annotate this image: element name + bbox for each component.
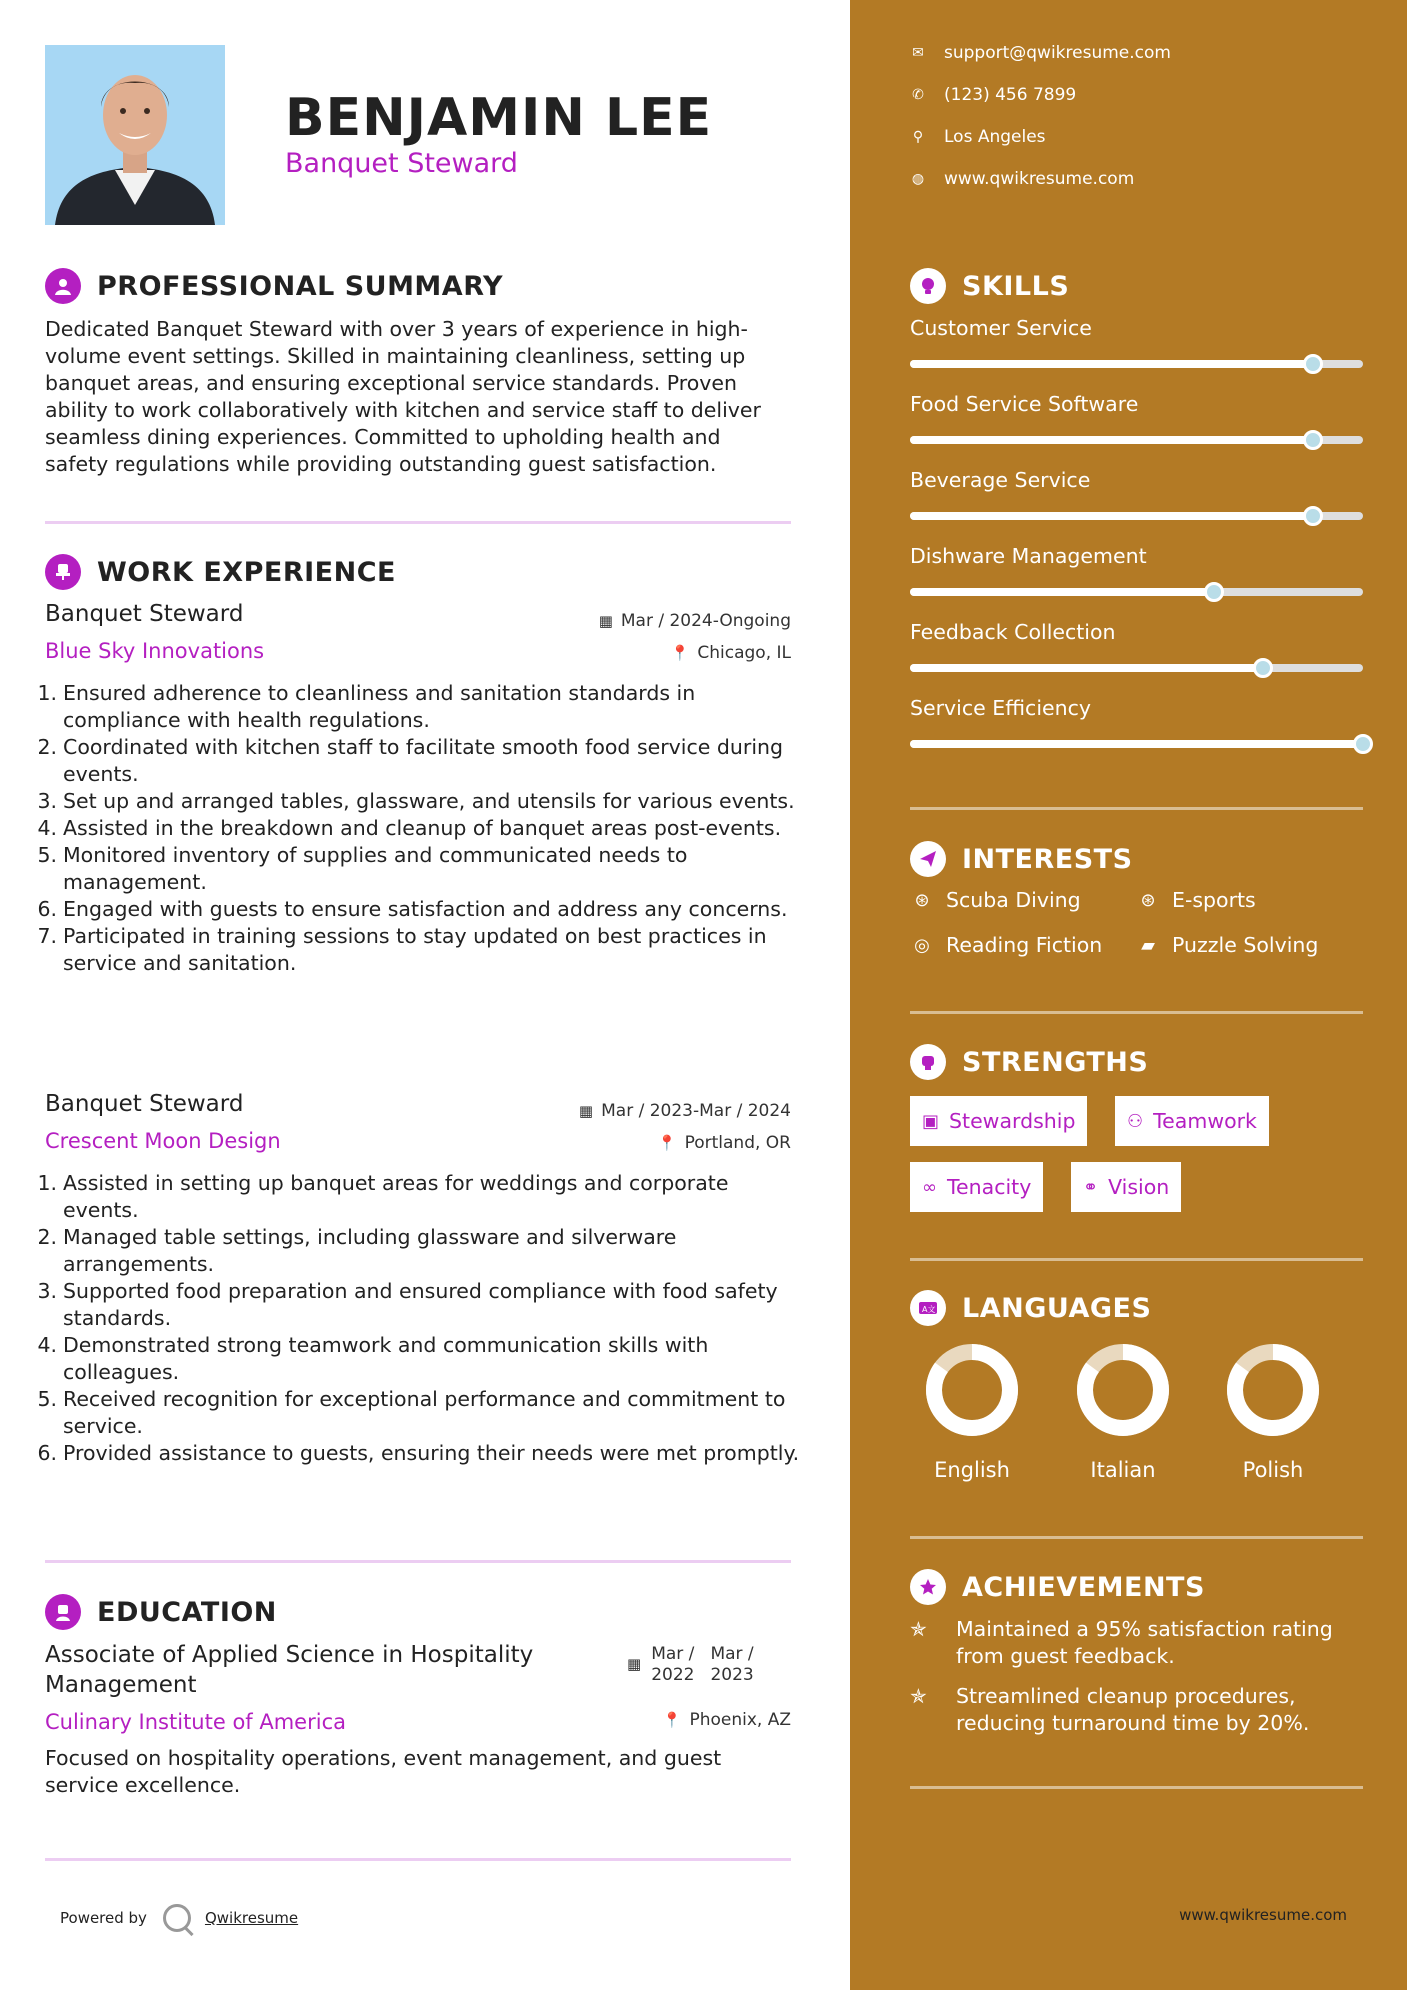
language-name: Polish xyxy=(1242,1458,1304,1482)
toolbox-icon: ▣ xyxy=(922,1110,940,1132)
section-divider xyxy=(910,1536,1363,1539)
summary-text: Dedicated Banquet Steward with over 3 years of experience in high-volume event settings. Skilled in maintaining cleanliness, setting up banquet areas, and ensuring exceptional service standards. Proven ability to work collaboratively with kitchen and service staff to deliver seamless dining experiences. Committed to upholding health and safety regulations while providing outstanding guest satisfaction. xyxy=(45,317,761,476)
skill-bar-fill xyxy=(910,360,1313,368)
section-divider xyxy=(910,1786,1363,1789)
experience-heading xyxy=(45,554,396,590)
strength-chip: ⚇ Teamwork xyxy=(1115,1096,1269,1146)
candidate-role: Banquet Steward xyxy=(285,148,518,179)
contact-location: ⚲ Los Angeles xyxy=(910,127,1046,147)
section-divider xyxy=(45,1858,791,1861)
language-level-donut xyxy=(924,1342,1020,1438)
skill-bar-fill xyxy=(910,512,1313,520)
interests-heading xyxy=(910,841,1133,877)
skill-level-knob xyxy=(1253,658,1273,678)
language-level-donut xyxy=(1075,1342,1171,1438)
lifebuoy-icon: ⊛ xyxy=(914,889,930,911)
pin-icon: 📍 xyxy=(657,1134,677,1152)
list-item: 4. Assisted in the breakdown and cleanup of banquet areas post-events. xyxy=(37,816,782,840)
paper-plane-icon xyxy=(910,841,946,877)
strength-chip: ∞ Tenacity xyxy=(910,1162,1043,1212)
job-duties xyxy=(30,680,800,977)
achievement-item: ✯ Maintained a 95% satisfaction rating from guest feedback. xyxy=(910,1617,1333,1668)
skill-level-knob xyxy=(1204,582,1224,602)
map-pin-icon: ⚲ xyxy=(912,129,924,145)
profile-photo xyxy=(45,45,225,225)
qwikresume-logo-icon xyxy=(163,1904,191,1932)
link-icon: ∞ xyxy=(922,1176,937,1198)
education-heading xyxy=(45,1594,277,1630)
gamepad-icon: ◎ xyxy=(914,934,930,956)
list-item: 2. Managed table settings, including glassware and silverware arrangements. xyxy=(37,1225,677,1276)
footer-url[interactable]: www.qwikresume.com xyxy=(1179,1906,1347,1924)
skill-name: Feedback Collection xyxy=(910,620,1116,644)
pin-icon: 📍 xyxy=(662,1711,682,1729)
translate-icon xyxy=(910,1290,946,1326)
calendar-icon: ▦ xyxy=(598,612,613,630)
language-item xyxy=(1213,1342,1333,1482)
degree-title: Associate of Applied Science in Hospitality Management xyxy=(45,1642,534,1698)
job-company: Blue Sky Innovations xyxy=(45,639,265,663)
section-divider xyxy=(45,521,791,524)
interest-item: ▰ Puzzle Solving xyxy=(1136,933,1318,957)
list-item: 5. Monitored inventory of supplies and communicated needs to management. xyxy=(37,843,688,894)
contact-phone[interactable]: ✆ (123) 456 7899 xyxy=(910,85,1076,105)
skill-name: Beverage Service xyxy=(910,468,1091,492)
strength-chip: ⚭ Vision xyxy=(1071,1162,1181,1212)
calendar-icon: ▦ xyxy=(627,1655,642,1673)
language-item xyxy=(912,1342,1032,1482)
skill-bar xyxy=(910,740,1363,748)
briefcase-chair-icon xyxy=(45,554,81,590)
fist-icon xyxy=(910,1044,946,1080)
job-location: 📍 Portland, OR xyxy=(657,1133,791,1153)
list-item: 4. Demonstrated strong teamwork and communication skills with colleagues. xyxy=(37,1333,709,1384)
skill-name: Dishware Management xyxy=(910,544,1147,568)
section-divider xyxy=(910,807,1363,810)
experience-title: WORK EXPERIENCE xyxy=(97,556,396,588)
graduate-icon xyxy=(45,1594,81,1630)
summary-heading xyxy=(45,268,503,304)
skills-title: SKILLS xyxy=(962,270,1070,302)
list-item: 6. Engaged with guests to ensure satisfaction and address any concerns. xyxy=(37,897,788,921)
star-icon: ✯ xyxy=(910,1617,927,1641)
list-item: 7. Participated in training sessions to stay updated on best practices in service and sanitation. xyxy=(37,924,767,975)
section-divider xyxy=(910,1011,1363,1014)
calendar-icon: ▦ xyxy=(578,1102,594,1120)
language-level-donut xyxy=(1225,1342,1321,1438)
achievements-title: ACHIEVEMENTS xyxy=(962,1571,1205,1603)
skill-bar-fill xyxy=(910,436,1313,444)
globe-icon: ◍ xyxy=(911,171,925,187)
job-dates: ▦ Mar / 2023-Mar / 2024 xyxy=(578,1101,791,1121)
skill-bar-fill xyxy=(910,588,1214,596)
education-title: EDUCATION xyxy=(97,1596,277,1628)
strengths-title: STRENGTHS xyxy=(962,1046,1149,1078)
languages-title: LANGUAGES xyxy=(962,1292,1152,1324)
skill-bar xyxy=(910,588,1363,596)
interest-item: ⊛ Scuba Diving xyxy=(910,888,1081,912)
powered-by: Powered by Qwikresume xyxy=(60,1904,298,1932)
strength-chip: ▣ Stewardship xyxy=(910,1096,1087,1146)
phone-icon: ✆ xyxy=(912,87,924,103)
pin-icon: 📍 xyxy=(670,644,690,662)
star-icon xyxy=(910,1569,946,1605)
list-item: 3. Supported food preparation and ensured compliance with food safety standards. xyxy=(37,1279,778,1330)
language-name: Italian xyxy=(1090,1458,1156,1482)
skill-bar xyxy=(910,436,1363,444)
job-duties xyxy=(30,1170,800,1467)
binoculars-icon: ⚭ xyxy=(1083,1176,1099,1198)
job-dates: ▦ Mar / 2024-Ongoing xyxy=(598,611,791,631)
skill-name: Service Efficiency xyxy=(910,696,1092,720)
section-divider xyxy=(910,1258,1363,1261)
interest-item: ◎ Reading Fiction xyxy=(910,933,1102,957)
user-icon xyxy=(45,268,81,304)
skill-name: Food Service Software xyxy=(910,392,1139,416)
education-text: Focused on hospitality operations, event management, and guest service excellence. xyxy=(45,1746,722,1797)
list-item: 1. Assisted in setting up banquet areas for weddings and corporate events. xyxy=(37,1171,729,1222)
achievements-heading xyxy=(910,1569,1205,1605)
skill-bar xyxy=(910,664,1363,672)
skill-level-knob xyxy=(1353,734,1373,754)
list-item: 1. Ensured adherence to cleanliness and sanitation standards in compliance with health regulations. xyxy=(37,681,696,732)
sidebar xyxy=(850,0,1407,1990)
book-icon: ▰ xyxy=(1141,934,1155,956)
school-location: 📍 Phoenix, AZ xyxy=(662,1710,791,1730)
language-name: English xyxy=(934,1458,1010,1482)
summary-title: PROFESSIONAL SUMMARY xyxy=(97,270,504,302)
lifebuoy-icon: ⊛ xyxy=(1140,889,1156,911)
list-item: 2. Coordinated with kitchen staff to facilitate smooth food service during events. xyxy=(37,735,784,786)
lightbulb-icon xyxy=(910,268,946,304)
skill-level-knob xyxy=(1303,354,1323,374)
education-dates: ▦ Mar / 2022 Mar / 2023 xyxy=(627,1644,754,1685)
interest-item: ⊛ E-sports xyxy=(1136,888,1256,912)
job-title: Banquet Steward xyxy=(45,1091,244,1117)
job-location: 📍 Chicago, IL xyxy=(670,643,791,663)
achievement-item: ✯ Streamlined cleanup procedures, reducing turnaround time by 20%. xyxy=(910,1684,1310,1735)
contact-website[interactable]: ◍ www.qwikresume.com xyxy=(911,169,1135,189)
svg-text:A文: A文 xyxy=(922,1305,936,1314)
mail-icon: ✉ xyxy=(912,45,924,61)
languages-heading xyxy=(910,1290,1151,1326)
language-item xyxy=(1063,1342,1183,1482)
users-icon: ⚇ xyxy=(1127,1110,1144,1132)
skill-bar-fill xyxy=(910,664,1263,672)
job-title: Banquet Steward xyxy=(45,601,244,627)
job-company: Crescent Moon Design xyxy=(45,1129,281,1153)
contact-email[interactable]: ✉ support@qwikresume.com xyxy=(910,43,1171,63)
school-name: Culinary Institute of America xyxy=(45,1710,346,1734)
strengths-heading xyxy=(910,1044,1148,1080)
skills-heading xyxy=(910,268,1069,304)
list-item: 6. Provided assistance to guests, ensuring their needs were met promptly. xyxy=(37,1441,800,1465)
skill-name: Customer Service xyxy=(910,316,1092,340)
skill-bar xyxy=(910,512,1363,520)
list-item: 5. Received recognition for exceptional performance and commitment to service. xyxy=(37,1387,786,1438)
interests-title: INTERESTS xyxy=(962,843,1133,875)
section-divider xyxy=(45,1560,791,1563)
skill-level-knob xyxy=(1303,430,1323,450)
skill-level-knob xyxy=(1303,506,1323,526)
skill-bar-fill xyxy=(910,740,1363,748)
star-icon: ✯ xyxy=(910,1684,927,1708)
qwikresume-link[interactable]: Qwikresume xyxy=(204,1909,299,1927)
skill-bar xyxy=(910,360,1363,368)
list-item: 3. Set up and arranged tables, glassware, and utensils for various events. xyxy=(37,789,795,813)
candidate-name: BENJAMIN LEE xyxy=(285,88,713,148)
